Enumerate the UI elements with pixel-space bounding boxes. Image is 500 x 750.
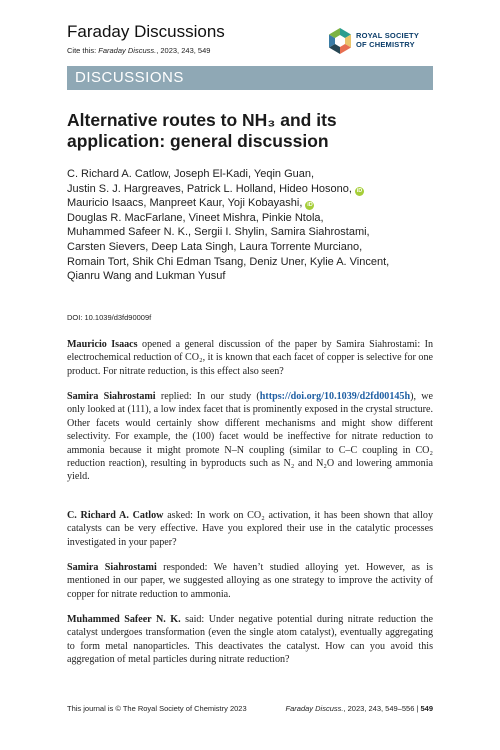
- author-line: Mauricio Isaacs, Manpreet Kaur, Yoji Kobayashi, iD: [67, 197, 313, 210]
- speaker-name: Samira Siahrostami: [67, 562, 157, 573]
- footer-citation: Faraday Discuss., 2023, 243, 549–556 | 549: [285, 704, 433, 713]
- cite-prefix: Cite this:: [67, 46, 99, 55]
- author-line: Muhammed Safeer N. K., Sergii I. Shylin, Samira Siahrostami,: [67, 226, 370, 239]
- logo-line-2: OF CHEMISTRY: [356, 40, 415, 49]
- speaker-name: Samira Siahrostami: [67, 391, 156, 402]
- author-line: Justin S. J. Hargreaves, Patrick L. Holland, Hideo Hosono, iD: [67, 182, 363, 195]
- cite-rest: , 2023, 243, 549: [156, 46, 211, 55]
- page-number: 549: [420, 704, 433, 713]
- banner-label: DISCUSSIONS: [75, 69, 184, 86]
- discussion-paragraph: Muhammed Safeer N. K. said: Under negative potential during nitrate reduction the catalyst undergoes transformation (even the single atom catalyst), eventually aggregating to form metal nanoparticles. This deactivates the catalyst. How can you avoid this aggregation of metal particles during nitrate reduction?: [67, 614, 434, 666]
- orcid-icon[interactable]: iD: [307, 202, 313, 209]
- speaker-name: Mauricio Isaacs: [67, 339, 138, 350]
- logo-line-1: ROYAL SOCIETY: [356, 31, 420, 40]
- cite-journal: Faraday Discuss.: [98, 46, 157, 55]
- discussion-paragraph: Samira Siahrostami responded: We haven’t studied alloying yet. However, as is mentioned in our paper, we suggested alloying as one strategy to improve the activity of copper for nitrate reduction to ammonia.: [67, 562, 433, 600]
- discussion-paragraph: Mauricio Isaacs opened a general discussion of the paper by Samira Siahrostami: In electrochemical reduction of CO₂, it is known that each facet of copper is selective for one product. For nitrate reduction, is this effect also seen?: [67, 339, 433, 377]
- doi-link[interactable]: https://doi.org/10.1039/d2fd00145h: [259, 391, 411, 402]
- author-line: Qianru Wang and Lukman Yusuf: [67, 270, 226, 283]
- footer-copyright: This journal is © The Royal Society of Chemistry 2023: [67, 704, 247, 713]
- author-line: Carsten Sievers, Deep Lata Singh, Laura Torrente Murciano,: [67, 240, 363, 253]
- discussion-paragraph: C. Richard A. Catlow asked: In work on CO₂ activation, it has been shown that alloy catalysts can be very effective. Have you explored their use in the catalytic processes investigated in your paper?: [67, 510, 433, 548]
- doi: DOI: 10.1039/d3fd90009f: [67, 313, 152, 322]
- cite-line: [67, 46, 210, 55]
- author-line: Douglas R. MacFarlane, Vineet Mishra, Pinkie Ntola,: [67, 211, 324, 224]
- author-line: C. Richard A. Catlow, Joseph El-Kadi, Yeqin Guan,: [67, 168, 315, 180]
- speaker-name: Muhammed Safeer N. K.: [67, 614, 181, 625]
- author-line: Romain Tort, Shik Chi Edman Tsang, Deniz Uner, Kylie A. Vincent,: [67, 255, 390, 268]
- journal-name: Faraday Discussions: [67, 22, 225, 41]
- discussion-paragraph: Samira Siahrostami replied: In our study (https://doi.org/10.1039/d2fd00145h), we only looked at (111), a low index facet that is prominently exposed in the crystal structure. Other facets would certainly show different mechanisms and might show different selectivity. For example, the (100) facet would be ineffective for nitrate reduction to ammonia because it might promote N–N coupling (similar to C–C coupling in CO₂ reduction reaction), resulting in byproducts such as N₂ and N₂O and lowering ammonia yield.: [67, 391, 433, 483]
- orcid-icon[interactable]: iD: [356, 187, 363, 194]
- rsc-logo: [326, 27, 436, 57]
- author-list: [67, 167, 437, 284]
- rsc-hexagon-icon: [326, 27, 354, 55]
- speaker-name: C. Richard A. Catlow: [67, 510, 164, 521]
- section-banner: [67, 66, 433, 90]
- page-footer: [67, 704, 433, 713]
- article-title: Alternative routes to NH₃ and its application: general discussion: [67, 110, 337, 151]
